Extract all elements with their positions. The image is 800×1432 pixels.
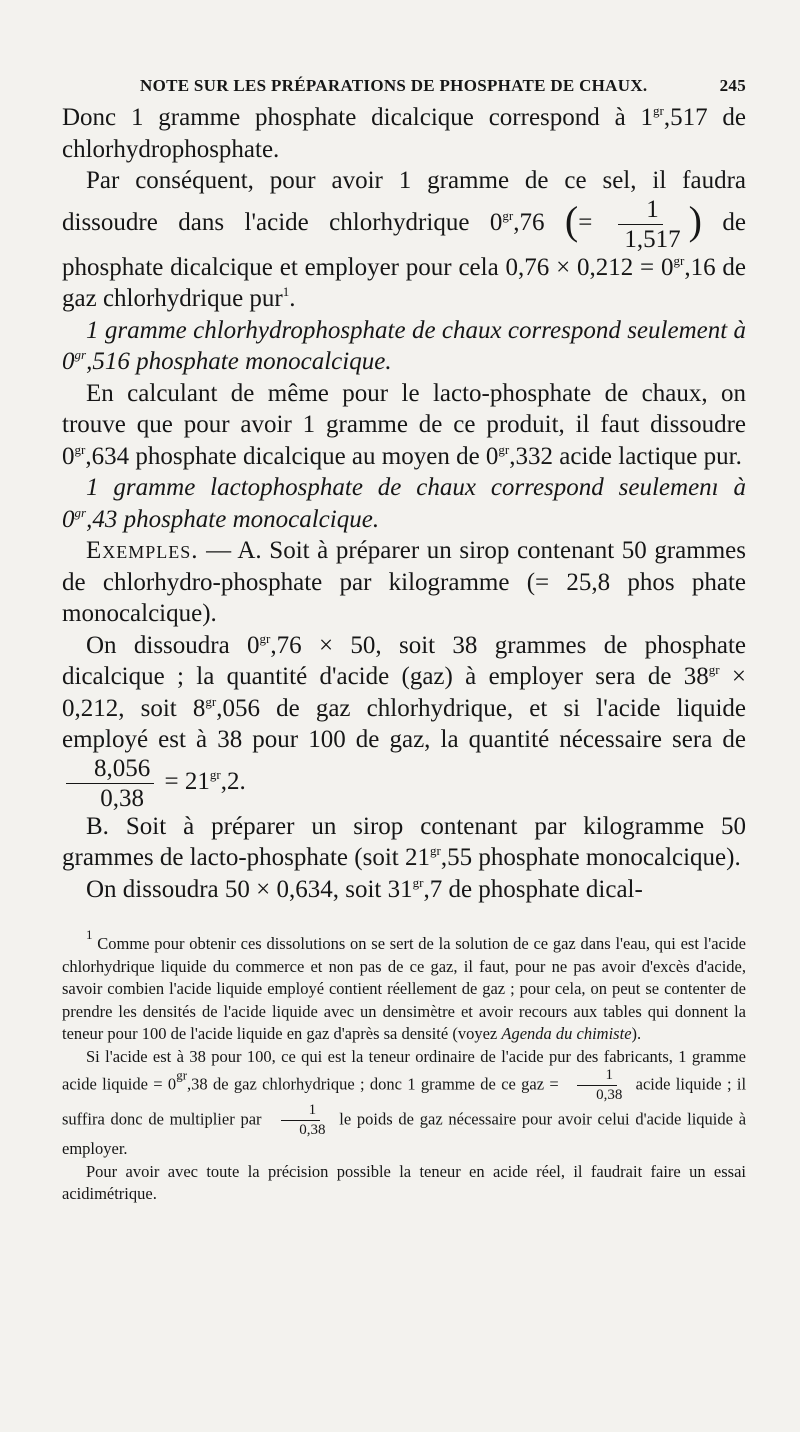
paragraph <box>62 811 746 874</box>
fraction <box>596 197 684 252</box>
text-span: ,55 phosphate monocalcique). <box>440 844 741 871</box>
open-paren: ( <box>564 197 579 243</box>
running-title: NOTE SUR LES PRÉPARATIONS DE PHOSPHATE DE CHAUX. <box>140 76 648 95</box>
text-span: B. Soit à préparer un sirop contenant par kilogramme 50 grammes de lacto-phosphate (soit 21 <box>62 812 746 871</box>
text-span: On dissoudra 0 <box>86 631 260 659</box>
unit-superscript: gr <box>708 662 720 677</box>
text-span: × 0,212, soit 8 <box>62 663 746 722</box>
unit-superscript: gr <box>652 103 664 118</box>
page-content <box>62 76 746 1206</box>
fraction-denominator: 0,38 <box>596 1087 623 1103</box>
paragraph <box>62 315 746 378</box>
close-paren: ) <box>688 197 702 243</box>
text-span: On dissoudra 50 × 0,634, soit 31 <box>86 875 413 903</box>
text-span: acide liquide ; il suffira donc de multiplier par <box>62 1074 747 1129</box>
footnote <box>62 1046 746 1161</box>
text-span: . <box>289 285 296 312</box>
fraction-denominator: 0,38 <box>299 1122 326 1138</box>
paragraph <box>62 874 746 906</box>
unit-superscript: gr <box>412 874 424 890</box>
unit-superscript: gr <box>259 630 271 646</box>
text-span: Pour avoir avec toute la précision possible la teneur en acide réel, il faudrait faire un essai acidimétrique. <box>62 1161 746 1203</box>
text-span: 1 gramme lactophosphate de chaux correspond seulemenı à 0 <box>62 474 746 533</box>
cited-title: Agenda du chimiste <box>501 1024 632 1043</box>
unit-superscript: gr <box>209 766 221 782</box>
text-span: Comme pour obtenir ces dissolutions on se sert de la solution de ce gaz dans l'eau, qui est l'acide chlorhydrique liquide du commerce et non pas de ce gaz, il faut, pour ne pas avoir d'excès d'acide, savoir combien l'acide liquide employé contient réellement de gaz ; pour cela, on peut se contenter de prendre les densités de l'acide liquide avec un densimètre et avoir recours aux tables qui donnent la teneur pour 100 de l'acide liquide en gaz d'après sa densité (voyez <box>62 934 746 1043</box>
footnotes <box>62 927 747 1206</box>
text-span: de phosphate dicalcique et employer pour cela 0,76 × 0,212 = 0 <box>62 208 746 281</box>
text-span: ,16 de gaz chlorhydrique pur <box>62 253 746 312</box>
text-span: ,43 phosphate monocalcique. <box>86 505 380 533</box>
fraction-numerator: 8,056 <box>66 756 154 784</box>
paragraph <box>62 102 746 165</box>
fraction-denominator: 1,517 <box>624 225 681 253</box>
footnote-marker: 1 <box>282 284 290 299</box>
fraction-numerator: 1 <box>281 1103 321 1121</box>
unit-superscript: gr <box>673 252 685 268</box>
footnote <box>62 927 746 1046</box>
text-span: ,76 × 50, soit 38 grammes de phosphate dicalcique ; la quantité d'acide (gaz) à employer sera de 38 <box>62 631 746 690</box>
text-span: = 21 <box>164 767 210 795</box>
text-span: ,516 phosphate monocalcique. <box>86 348 392 375</box>
text-span: ,634 phosphate dicalcique au moyen de 0 <box>85 442 499 470</box>
paragraph <box>62 165 746 315</box>
footnote <box>62 1161 746 1206</box>
unit-superscript: gr <box>429 843 441 858</box>
main-text <box>62 102 746 905</box>
text-span: le poids de gaz nécessaire pour avoir celui d'acide liquide à employer. <box>62 1109 747 1158</box>
text-span: ,7 de phosphate dical- <box>423 875 643 903</box>
unit-superscript: gr <box>74 504 87 520</box>
text-span: ,056 de gaz chlorhydrique, et si l'acide liquide employé est à 38 pour 100 de gaz, la quantité nécessaire sera de <box>62 694 747 753</box>
text-span: — A. Soit à préparer un sirop contenant 50 grammes de chlorhydro-phosphate par kilogramme (= 25,8 phos phate monocalcique). <box>62 537 746 627</box>
fraction <box>568 1068 626 1103</box>
fraction-numerator: 1 <box>618 197 663 225</box>
text-span: ,517 de chlorhydrophosphate. <box>62 104 746 163</box>
unit-superscript: gr <box>176 1067 188 1083</box>
page-number: 245 <box>719 76 746 95</box>
fraction-denominator: 0,38 <box>100 784 144 812</box>
text-span: ,2. <box>220 767 246 795</box>
unit-superscript: gr <box>502 207 514 223</box>
text-span: ,332 acide lactique pur. <box>509 442 742 470</box>
text-span: ). <box>631 1024 642 1043</box>
text-span: Donc 1 gramme phosphate dicalcique correspond à 1 <box>62 104 653 131</box>
paragraph <box>62 535 746 630</box>
unit-superscript: gr <box>74 347 87 362</box>
text-span: En calculant de même pour le lacto-phosphate de chaux, on trouve que pour avoir 1 gramme de ce produit, il faut dissoudre 0 <box>62 379 746 470</box>
text-span: Par conséquent, pour avoir 1 gramme de ce sel, il faudra dissoudre dans l'acide chlorhydrique 0 <box>62 167 746 236</box>
unit-superscript: gr <box>205 693 217 709</box>
section-label: Exemples. <box>86 537 199 564</box>
paragraph <box>62 472 746 535</box>
footnote-marker: 1 <box>86 927 93 942</box>
text-span: ,76 <box>513 208 545 236</box>
running-header <box>62 76 746 96</box>
equals-sign: = <box>578 208 593 236</box>
paragraph <box>62 378 746 473</box>
unit-superscript: gr <box>74 441 86 457</box>
fraction <box>66 756 154 811</box>
text-span: 1 gramme chlorhydrophosphate de chaux correspond seulement à 0 <box>62 316 746 375</box>
paragraph <box>62 630 746 811</box>
unit-superscript: gr <box>498 441 510 457</box>
fraction-numerator: 1 <box>577 1068 617 1086</box>
text-span: Si l'acide est à 38 pour 100, ce qui est la teneur ordinaire de l'acide pur des fabricants, 1 gramme acide liquide = 0 <box>62 1046 746 1094</box>
text-span: ,38 de gaz chlorhydrique ; donc 1 gramme de ce gaz = <box>187 1074 559 1094</box>
fraction <box>271 1103 329 1138</box>
